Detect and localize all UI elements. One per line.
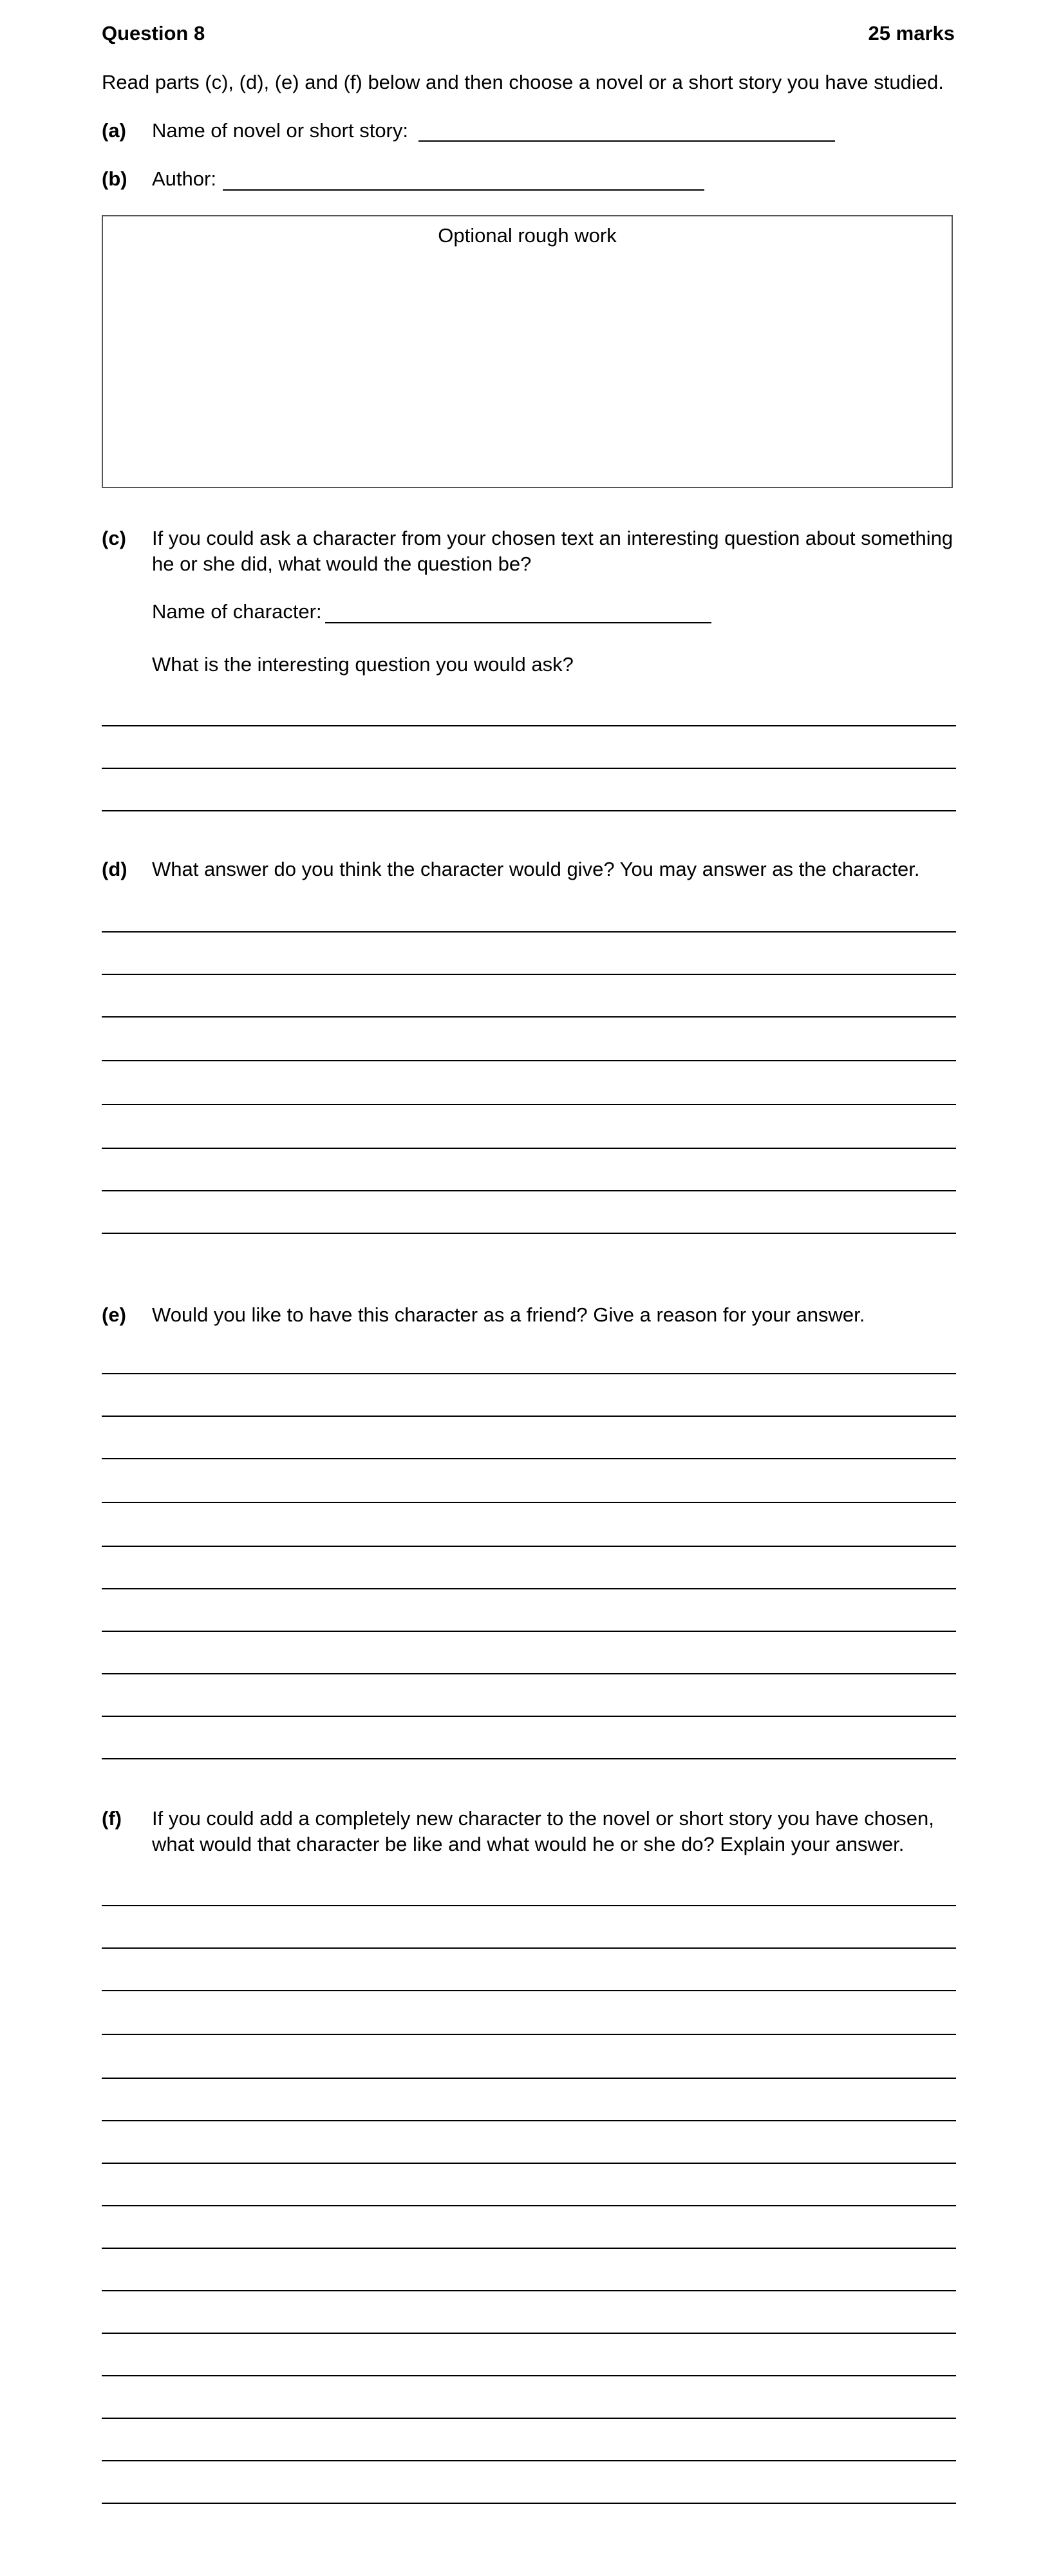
part-e-answer-line-9[interactable] xyxy=(102,1716,956,1717)
question-title: Question 8 xyxy=(102,22,205,44)
part-b-label: (b) xyxy=(102,167,127,190)
part-f-answer-line-14[interactable] xyxy=(102,2460,956,2461)
part-c-line2: he or she did, what would the question be? xyxy=(152,553,532,575)
part-f-answer-line-7[interactable] xyxy=(102,2163,956,2164)
part-b-text: Author: xyxy=(152,167,216,190)
part-f-answer-line-13[interactable] xyxy=(102,2418,956,2419)
part-c-label: (c) xyxy=(102,527,126,549)
part-d-answer-line-1[interactable] xyxy=(102,931,956,933)
marks-label: 25 marks xyxy=(868,22,955,44)
part-d-answer-line-7[interactable] xyxy=(102,1190,956,1191)
rough-work-title: Optional rough work xyxy=(438,224,617,247)
part-f-answer-line-6[interactable] xyxy=(102,2120,956,2121)
part-e-answer-line-5[interactable] xyxy=(102,1546,956,1547)
part-e-text: Would you like to have this character as a friend? Give a reason for your answer. xyxy=(152,1303,865,1326)
part-f-label: (f) xyxy=(102,1807,122,1830)
part-e-answer-line-2[interactable] xyxy=(102,1416,956,1417)
intro-text: Read parts (c), (d), (e) and (f) below and then choose a novel or a short story you have studied. xyxy=(102,71,944,93)
part-e-answer-line-3[interactable] xyxy=(102,1458,956,1459)
novel-name-field[interactable] xyxy=(418,140,835,142)
part-a-label: (a) xyxy=(102,119,126,142)
part-f-answer-line-15[interactable] xyxy=(102,2503,956,2504)
part-c-answer-line-3[interactable] xyxy=(102,810,956,811)
part-d-text: What answer do you think the character would give? You may answer as the character. xyxy=(152,858,920,880)
part-d-answer-line-8[interactable] xyxy=(102,1233,956,1234)
part-f-answer-line-5[interactable] xyxy=(102,2078,956,2079)
part-f-answer-line-8[interactable] xyxy=(102,2205,956,2206)
part-c-question-prompt: What is the interesting question you would ask? xyxy=(152,653,574,676)
part-f-answer-line-3[interactable] xyxy=(102,1990,956,1991)
part-e-answer-line-7[interactable] xyxy=(102,1631,956,1632)
part-c-line1: If you could ask a character from your chosen text an interesting question about something xyxy=(152,527,953,549)
part-d-answer-line-2[interactable] xyxy=(102,974,956,975)
part-f-answer-line-1[interactable] xyxy=(102,1905,956,1906)
part-e-answer-line-8[interactable] xyxy=(102,1673,956,1674)
part-c-answer-line-1[interactable] xyxy=(102,725,956,726)
part-f-line2: what would that character be like and what would he or she do? Explain your answer. xyxy=(152,1833,905,1855)
character-name-label: Name of character: xyxy=(152,600,322,623)
part-d-answer-line-6[interactable] xyxy=(102,1148,956,1149)
part-d-answer-line-4[interactable] xyxy=(102,1060,956,1061)
part-e-answer-line-6[interactable] xyxy=(102,1588,956,1589)
part-d-answer-line-3[interactable] xyxy=(102,1016,956,1018)
author-field[interactable] xyxy=(223,189,704,191)
part-f-answer-line-4[interactable] xyxy=(102,2034,956,2035)
part-e-answer-line-10[interactable] xyxy=(102,1758,956,1759)
part-e-label: (e) xyxy=(102,1303,126,1326)
part-c-answer-line-2[interactable] xyxy=(102,768,956,769)
part-f-answer-line-11[interactable] xyxy=(102,2333,956,2334)
part-f-answer-line-10[interactable] xyxy=(102,2290,956,2291)
part-f-answer-line-12[interactable] xyxy=(102,2375,956,2376)
part-d-answer-line-5[interactable] xyxy=(102,1104,956,1105)
rough-work-box[interactable] xyxy=(102,215,953,488)
part-e-answer-line-1[interactable] xyxy=(102,1373,956,1374)
part-a-text: Name of novel or short story: xyxy=(152,119,408,142)
part-d-label: (d) xyxy=(102,858,127,880)
part-f-line1: If you could add a completely new character to the novel or short story you have chosen, xyxy=(152,1807,934,1830)
part-e-answer-line-4[interactable] xyxy=(102,1502,956,1503)
part-f-answer-line-2[interactable] xyxy=(102,1947,956,1949)
character-name-field[interactable] xyxy=(325,622,711,623)
part-f-answer-line-9[interactable] xyxy=(102,2248,956,2249)
